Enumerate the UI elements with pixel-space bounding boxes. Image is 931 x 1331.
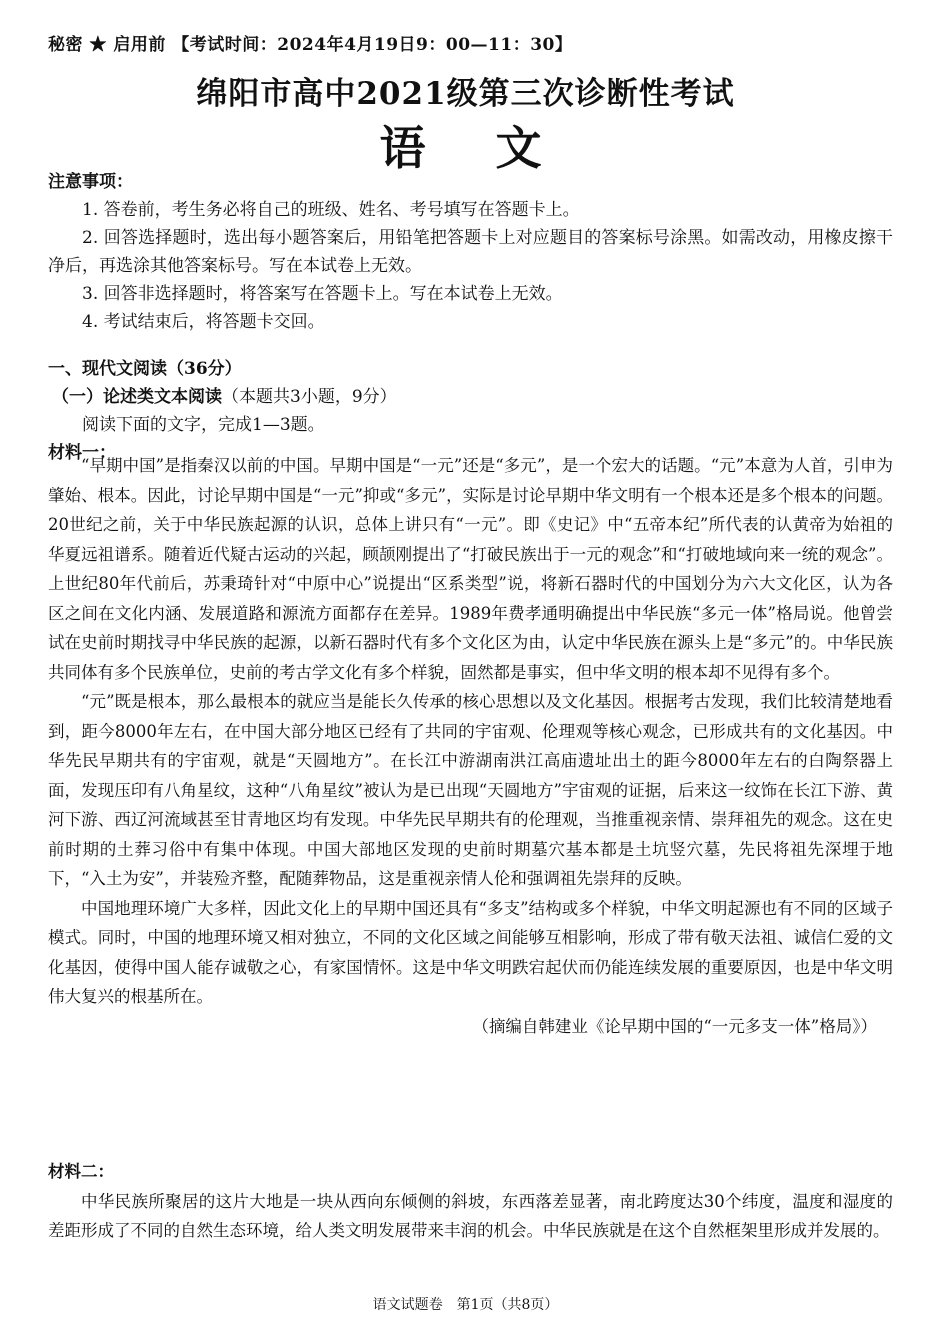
exam-notes xyxy=(48,168,893,336)
material2-block xyxy=(48,1157,893,1246)
material1-body xyxy=(48,451,893,1041)
subsection-note: （本题共3小题，9分） xyxy=(222,387,397,407)
note-item: 1. 答卷前，考生务必将自己的班级、姓名、考号填写在答题卡上。 xyxy=(82,200,580,220)
notes-heading: 注意事项： xyxy=(48,172,133,192)
page-footer: 语文试题卷 第1页（共8页） xyxy=(372,1297,559,1313)
note-item: 4. 考试结束后，将答题卡交回。 xyxy=(82,312,325,332)
note-item: 2. 回答选择题时，选出每小题答案后，用铅笔把答题卡上对应题目的答案标号涂黑。如需改动，用橡皮擦干净后，再选涂其他答案标号。写在本试卷上无效。 xyxy=(48,228,893,276)
material1-source: （摘编自韩建业《论早期中国的“一元多支一体”格局》） xyxy=(472,1016,877,1036)
material1-paragraph: “早期中国”是指秦汉以前的中国。早期中国是“一元”还是“多元”，是一个宏大的话题。“元”本意为人首，引申为肇始、根本。因此，讨论早期中国是“一元”抑或“多元”，实际是讨论早期中华文明有一个根本还是多个根本的问题。20世纪之前，关于中华民族起源的认识，总体上讲只有“一元”。即《史记》中“五帝本纪”所代表的认黄帝为始祖的华夏远祖谱系。随着近代疑古运动的兴起，顾颉刚提出了“打破民族出于一元的观念”和“打破地域向来一统的观念”。上世纪80年代前后，苏秉琦针对“中原中心”说提出“区系类型”说，将新石器时代的中国划分为六大文化区，认为各区之间在文化内涵、发展道路和源流方面都存在差异。1989年费孝通明确提出中华民族“多元一体”格局说。他曾尝试在史前时期找寻中华民族的起源，以新石器时代有多个文化区为由，认定中华民族在源头上是“多元”的。中华民族共同体有多个民族单位，史前的考古学文化有多个样貌，固然都是事实，但中华文明的根本却不见得有多个。 xyxy=(48,456,893,682)
subsection-heading xyxy=(52,383,893,411)
reading-instruction: 阅读下面的文字，完成1—3题。 xyxy=(82,415,325,435)
material1-paragraph: 中国地理环境广大多样，因此文化上的早期中国还具有“多支”结构或多个样貌，中华文明起源也有不同的区域子模式。同时，中国的地理环境又相对独立，不同的文化区域之间能够互相影响，形成了带有敬天法祖、诚信仁爱的文化基因，使得中国人能存诚敬之心，有家国情怀。这是中华文明跌宕起伏而仍能连续发展的重要原因，也是中华文明伟大复兴的根基所在。 xyxy=(48,898,893,1006)
exam-title: 绵阳市高中2021级第三次诊断性考试 xyxy=(196,76,735,112)
material2-label: 材料二： xyxy=(48,1162,114,1181)
material2-paragraph: 中华民族所聚居的这片大地是一块从西向东倾侧的斜坡，东西落差显著，南北跨度达30个纬度，温度和湿度的差距形成了不同的自然生态环境，给人类文明发展带来丰润的机会。中华民族就是在这个自然框架里形成并发展的。 xyxy=(48,1191,893,1240)
subsection-label: （一）论述类文本阅读 xyxy=(52,387,222,407)
note-item: 3. 回答非选择题时，将答案写在答题卡上。写在本试卷上无效。 xyxy=(82,284,563,304)
confidential-exam-time-line: 秘密 ★ 启用前 【考试时间：2024年4月19日9：00—11：30】 xyxy=(48,35,573,55)
material1-label: 材料一： xyxy=(48,443,116,463)
section-heading: 一、现代文阅读（36分） xyxy=(48,359,242,379)
subject-title: 语文 xyxy=(379,121,612,175)
material1-paragraph: “元”既是根本，那么最根本的就应当是能长久传承的核心思想以及文化基因。根据考古发现，我们比较清楚地看到，距今8000年左右，在中国大部分地区已经有了共同的宇宙观、伦理观等核心观念，已形成共有的文化基因。中华先民早期共有的宇宙观，就是“天圆地方”。在长江中游湖南洪江高庙遗址出土的距今8000年左右的白陶祭器上面，发现压印有八角星纹，这种“八角星纹”被认为是已出现“天圆地方”宇宙观的证据，后来这一纹饰在长江下游、黄河下游、西辽河流域甚至甘青地区均有发现。中华先民早期共有的伦理观，当推重视亲情、崇拜祖先的观念。这在史前时期的土葬习俗中有集中体现。中国大部地区发现的史前时期墓穴基本都是土坑竖穴墓，先民将祖先深埋于地下，“入土为安”，并装殓齐整，配随葬物品，这是重视亲情人伦和强调祖先崇拜的反映。 xyxy=(48,692,893,888)
